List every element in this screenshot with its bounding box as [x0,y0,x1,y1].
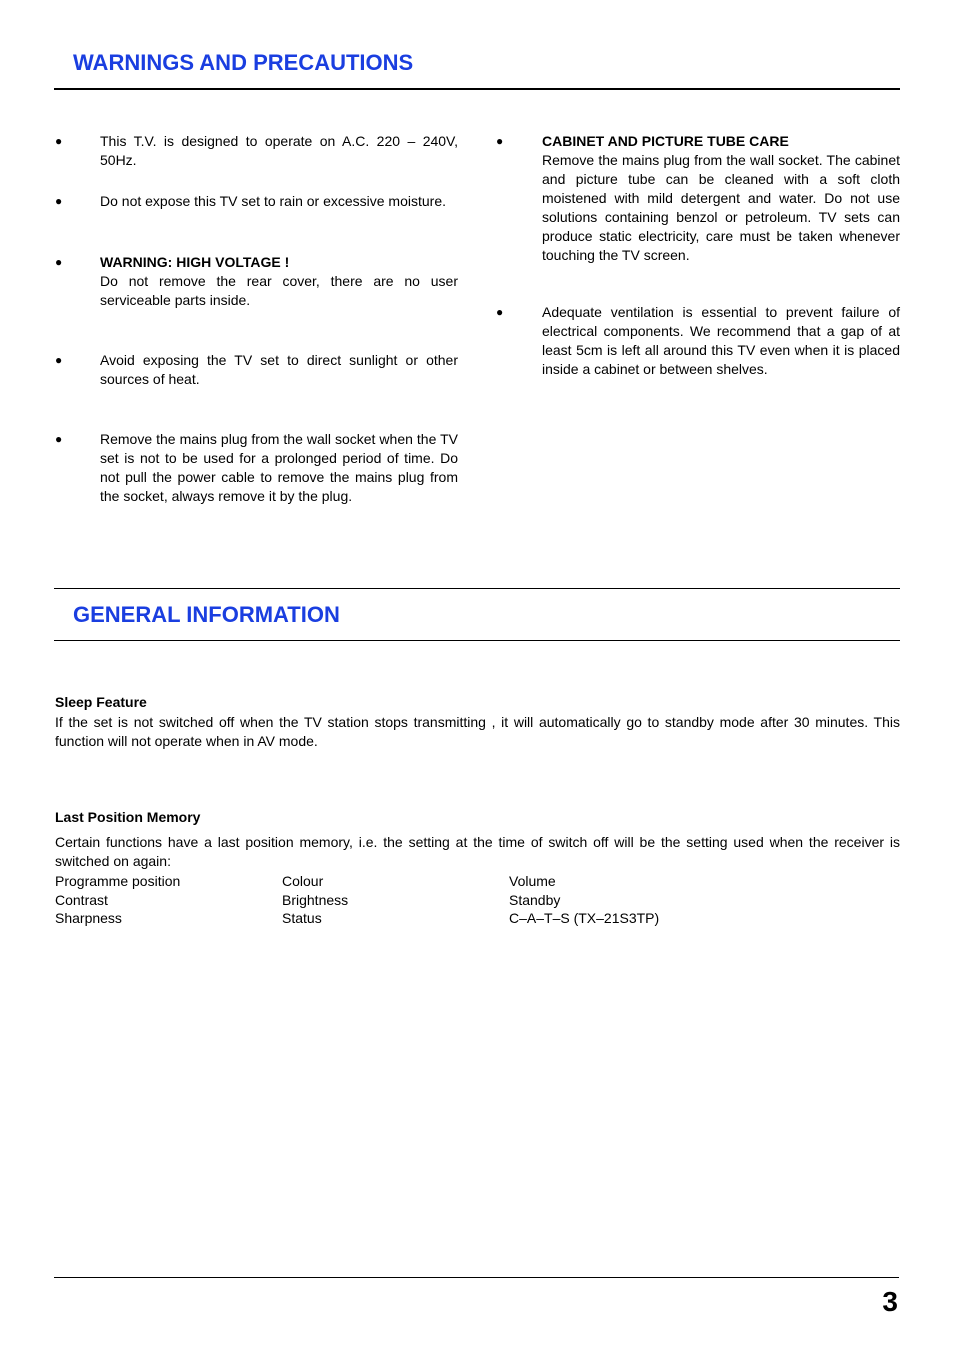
page-number: 3 [882,1286,898,1317]
warning-item-cabinet-care [542,132,900,265]
memory-list-item: Colour [282,873,324,889]
bullet-icon: ● [55,194,63,208]
warnings-divider [54,88,900,90]
memory-list-item: Sharpness [55,910,122,926]
warning-heading: WARNING: HIGH VOLTAGE ! [100,254,290,270]
memory-list-item: Volume [509,873,556,889]
warning-text: Do not remove the rear cover, there are no user serviceable parts inside. [100,273,458,308]
footer-divider [54,1277,899,1278]
warning-item-voltage-rating [100,132,458,170]
bullet-icon: ● [55,432,63,446]
sleep-feature-text: If the set is not switched off when the TV station stops transmitting , it will automatically go to standby mode after 30 minutes. This function will not operate when in AV mode. [55,714,900,749]
general-top-divider [54,588,900,589]
warning-text: Remove the mains plug from the wall socket when the TV set is not to be used for a prolonged period of time. Do not pull the power cable to remove the mains plug from the socket, always remove it by the plug. [100,431,458,504]
sleep-feature-heading: Sleep Feature [55,694,147,710]
warning-text: Avoid exposing the TV set to direct sunlight or other sources of heat. [100,352,458,387]
bullet-icon: ● [55,353,63,367]
warning-item-ventilation [542,303,900,379]
memory-list-item: Status [282,910,322,926]
warnings-title: WARNINGS AND PRECAUTIONS [73,50,414,75]
warning-item-sunlight [100,351,458,389]
warning-item-high-voltage [100,253,458,310]
warning-text: This T.V. is designed to operate on A.C. 220 – 240V, 50Hz. [100,133,458,168]
last-position-memory-heading: Last Position Memory [55,809,201,825]
memory-list-item: Brightness [282,892,349,908]
warning-heading: CABINET AND PICTURE TUBE CARE [542,133,789,149]
warning-text: Adequate ventilation is essential to prevent failure of electrical components. We recommend that a gap of at least 5cm is left all around this TV even when it is placed inside a cabinet or between shelves. [542,304,900,377]
memory-list-item: Contrast [55,892,108,908]
warning-item-moisture [100,192,458,211]
bullet-icon: ● [55,255,63,269]
general-bottom-divider [54,640,900,641]
last-position-memory-text: Certain functions have a last position memory, i.e. the setting at the time of switch off will be the setting used when the receiver is switched on again: [55,834,900,869]
memory-list-item: Standby [509,892,561,908]
warning-item-mains-plug [100,430,458,506]
bullet-icon: ● [55,134,63,148]
memory-list-item: Programme position [55,873,181,889]
bullet-icon: ● [496,305,504,319]
warning-text: Remove the mains plug from the wall socket. The cabinet and picture tube can be cleaned with a soft cloth moistened with mild detergent and water. Do not use solutions containing benzol or petroleum. TV sets can produce static electricity, care must be taken whenever touching the TV screen. [542,152,900,263]
bullet-icon: ● [496,134,504,148]
general-title: GENERAL INFORMATION [73,602,340,627]
memory-list-item: C–A–T–S (TX–21S3TP) [509,910,660,926]
warning-text: Do not expose this TV set to rain or excessive moisture. [100,193,447,209]
